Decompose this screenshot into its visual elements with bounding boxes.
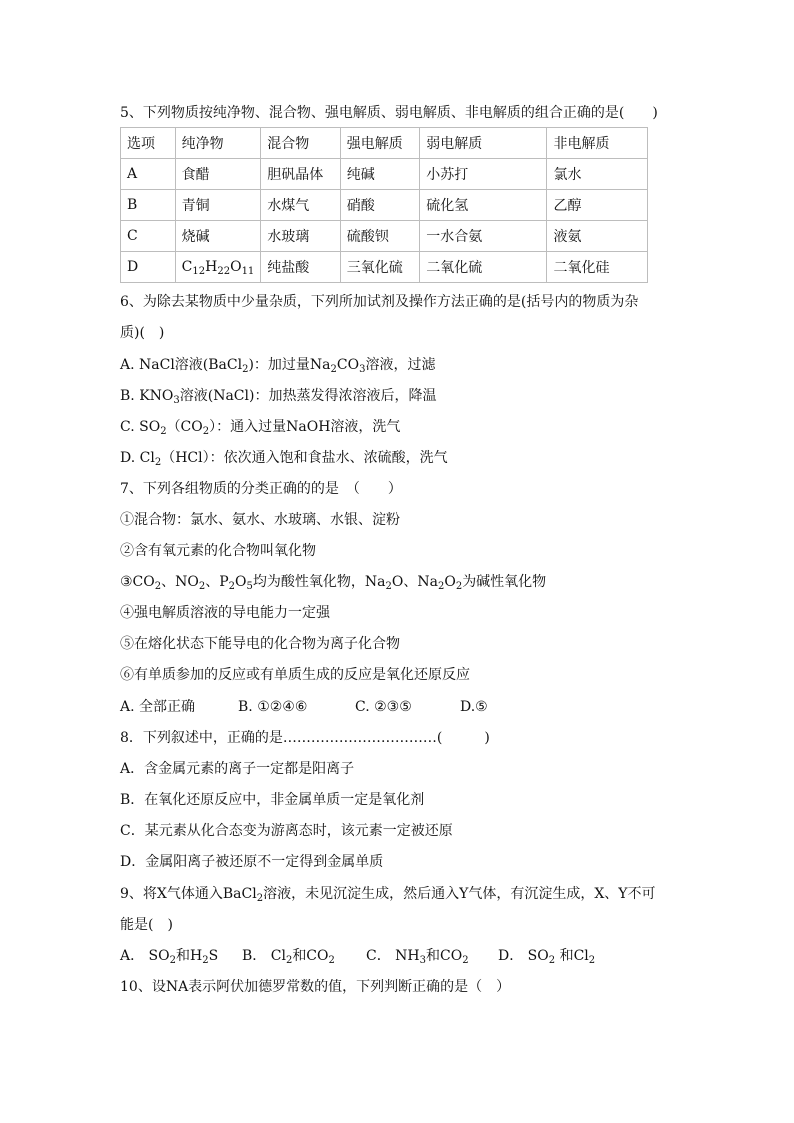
table-cell: 氯水 — [547, 159, 648, 190]
q8-option-a: A．含金属元素的离子一定都是阳离子 — [120, 761, 355, 777]
q8-option-d: D．金属阳离子被还原不一定得到金属单质 — [120, 854, 384, 870]
q9-choice-d: D． $SO_2$ 和$Cl_2$ — [498, 948, 596, 966]
q9-stem-line1: 9、将X气体通入BaCl$_2$溶液，未见沉淀生成，然后通入Y气体，有沉淀生成，X、Y不可 — [120, 886, 656, 904]
table-row — [121, 221, 648, 252]
q7-item-5: ⑤在熔化状态下能导电的化合物为离子化合物 — [120, 636, 400, 652]
table-cell: 食醋 — [175, 159, 261, 190]
table-cell: 硫化氢 — [420, 190, 547, 221]
header-cell: 选项 — [121, 128, 176, 159]
q5-stem: 5、下列物质按纯净物、混合物、强电解质、弱电解质、非电解质的组合正确的是( ) — [120, 105, 658, 121]
q5-table — [120, 127, 648, 283]
table-cell: 二氧化硫 — [420, 252, 547, 283]
q7-choice-a: A. 全部正确 — [120, 699, 196, 715]
table-cell: 硝酸 — [340, 190, 419, 221]
table-cell: 乙醇 — [547, 190, 648, 221]
table-cell: 一水合氨 — [420, 221, 547, 252]
q8-option-c: C．某元素从化合态变为游离态时，该元素一定被还原 — [120, 823, 453, 839]
q10-stem: 10、设NA表示阿伏加德罗常数的值，下列判断正确的是（ ） — [120, 979, 511, 995]
table-cell: C — [121, 221, 176, 252]
table-cell: 液氨 — [547, 221, 648, 252]
q9-choice-c: C． $NH_3$和$CO_2$ — [366, 948, 469, 966]
q7-item-6: ⑥有单质参加的反应或有单质生成的反应是氧化还原反应 — [120, 667, 470, 683]
q9-choice-a: A． $SO_2$和$H_2S$ — [120, 948, 219, 966]
table-cell: 小苏打 — [420, 159, 547, 190]
q6-option-b: B. $KNO_3$溶液(NaCl)：加热蒸发得浓溶液后，降温 — [120, 388, 437, 406]
table-cell: A — [121, 159, 176, 190]
q6-stem-line1: 6、为除去某物质中少量杂质，下列所加试剂及操作方法正确的是(括号内的物质为杂 — [120, 294, 639, 310]
q7-item-3: $③CO_2$、$NO_2$、$P_2O_5$均为酸性氧化物，$Na_2O$、$Na_2O_2$为碱性氧化物 — [120, 574, 547, 592]
q7-stem: 7、下列各组物质的分类正确的的是 （ ） — [120, 481, 402, 497]
table-header-row — [121, 128, 648, 159]
q6-option-c: C. $SO_2(CO_2)$：通入过量NaOH溶液，洗气 — [120, 419, 401, 437]
q6-option-d: D. $Cl_2(HCl)$：依次通入饱和食盐水、浓硫酸，洗气 — [120, 450, 448, 468]
table-cell: 水煤气 — [261, 190, 340, 221]
q7-choice-b: B. ①②④⑥ — [238, 699, 308, 715]
q8-option-b: B．在氧化还原反应中，非金属单质一定是氧化剂 — [120, 792, 425, 808]
table-cell: 胆矾晶体 — [261, 159, 340, 190]
table-cell: B — [121, 190, 176, 221]
table-cell: 烧碱 — [175, 221, 261, 252]
q7-item-4: ④强电解质溶液的导电能力一定强 — [120, 605, 330, 621]
header-cell: 混合物 — [261, 128, 340, 159]
q7-item-1: ①混合物：氯水、氨水、水玻璃、水银、淀粉 — [120, 512, 400, 528]
table-cell: 纯盐酸 — [261, 252, 340, 283]
table-row — [121, 159, 648, 190]
table-cell: 纯碱 — [340, 159, 419, 190]
table-cell: D — [121, 252, 176, 283]
q6-option-a: A. NaCl溶液(BaCl$_2$)：加过量$Na_2CO_3$溶液，过滤 — [120, 357, 436, 375]
table-cell: 水玻璃 — [261, 221, 340, 252]
table-cell: 三氧化硫 — [340, 252, 419, 283]
header-cell: 非电解质 — [547, 128, 648, 159]
q9-stem-line2: 能是( ) — [120, 917, 173, 933]
q6-stem-line2: 质)( ) — [120, 325, 165, 341]
header-cell: 弱电解质 — [420, 128, 547, 159]
table-row — [121, 252, 648, 283]
table-cell: $C_{12}H_{22}O_{11}$ — [175, 252, 261, 283]
table-cell: 二氧化硅 — [547, 252, 648, 283]
q9-choice-b: B． $Cl_2$和$CO_2$ — [242, 948, 335, 966]
q7-choice-d: D.⑤ — [460, 699, 488, 715]
table-cell: 青铜 — [175, 190, 261, 221]
header-cell: 强电解质 — [340, 128, 419, 159]
table-cell: 硫酸钡 — [340, 221, 419, 252]
table-row — [121, 190, 648, 221]
q8-stem: 8．下列叙述中，正确的是……………………………( ) — [120, 730, 490, 746]
header-cell: 纯净物 — [175, 128, 261, 159]
q7-item-2: ②含有氧元素的化合物叫氧化物 — [120, 543, 316, 559]
q7-choice-c: C. ②③⑤ — [355, 699, 412, 715]
